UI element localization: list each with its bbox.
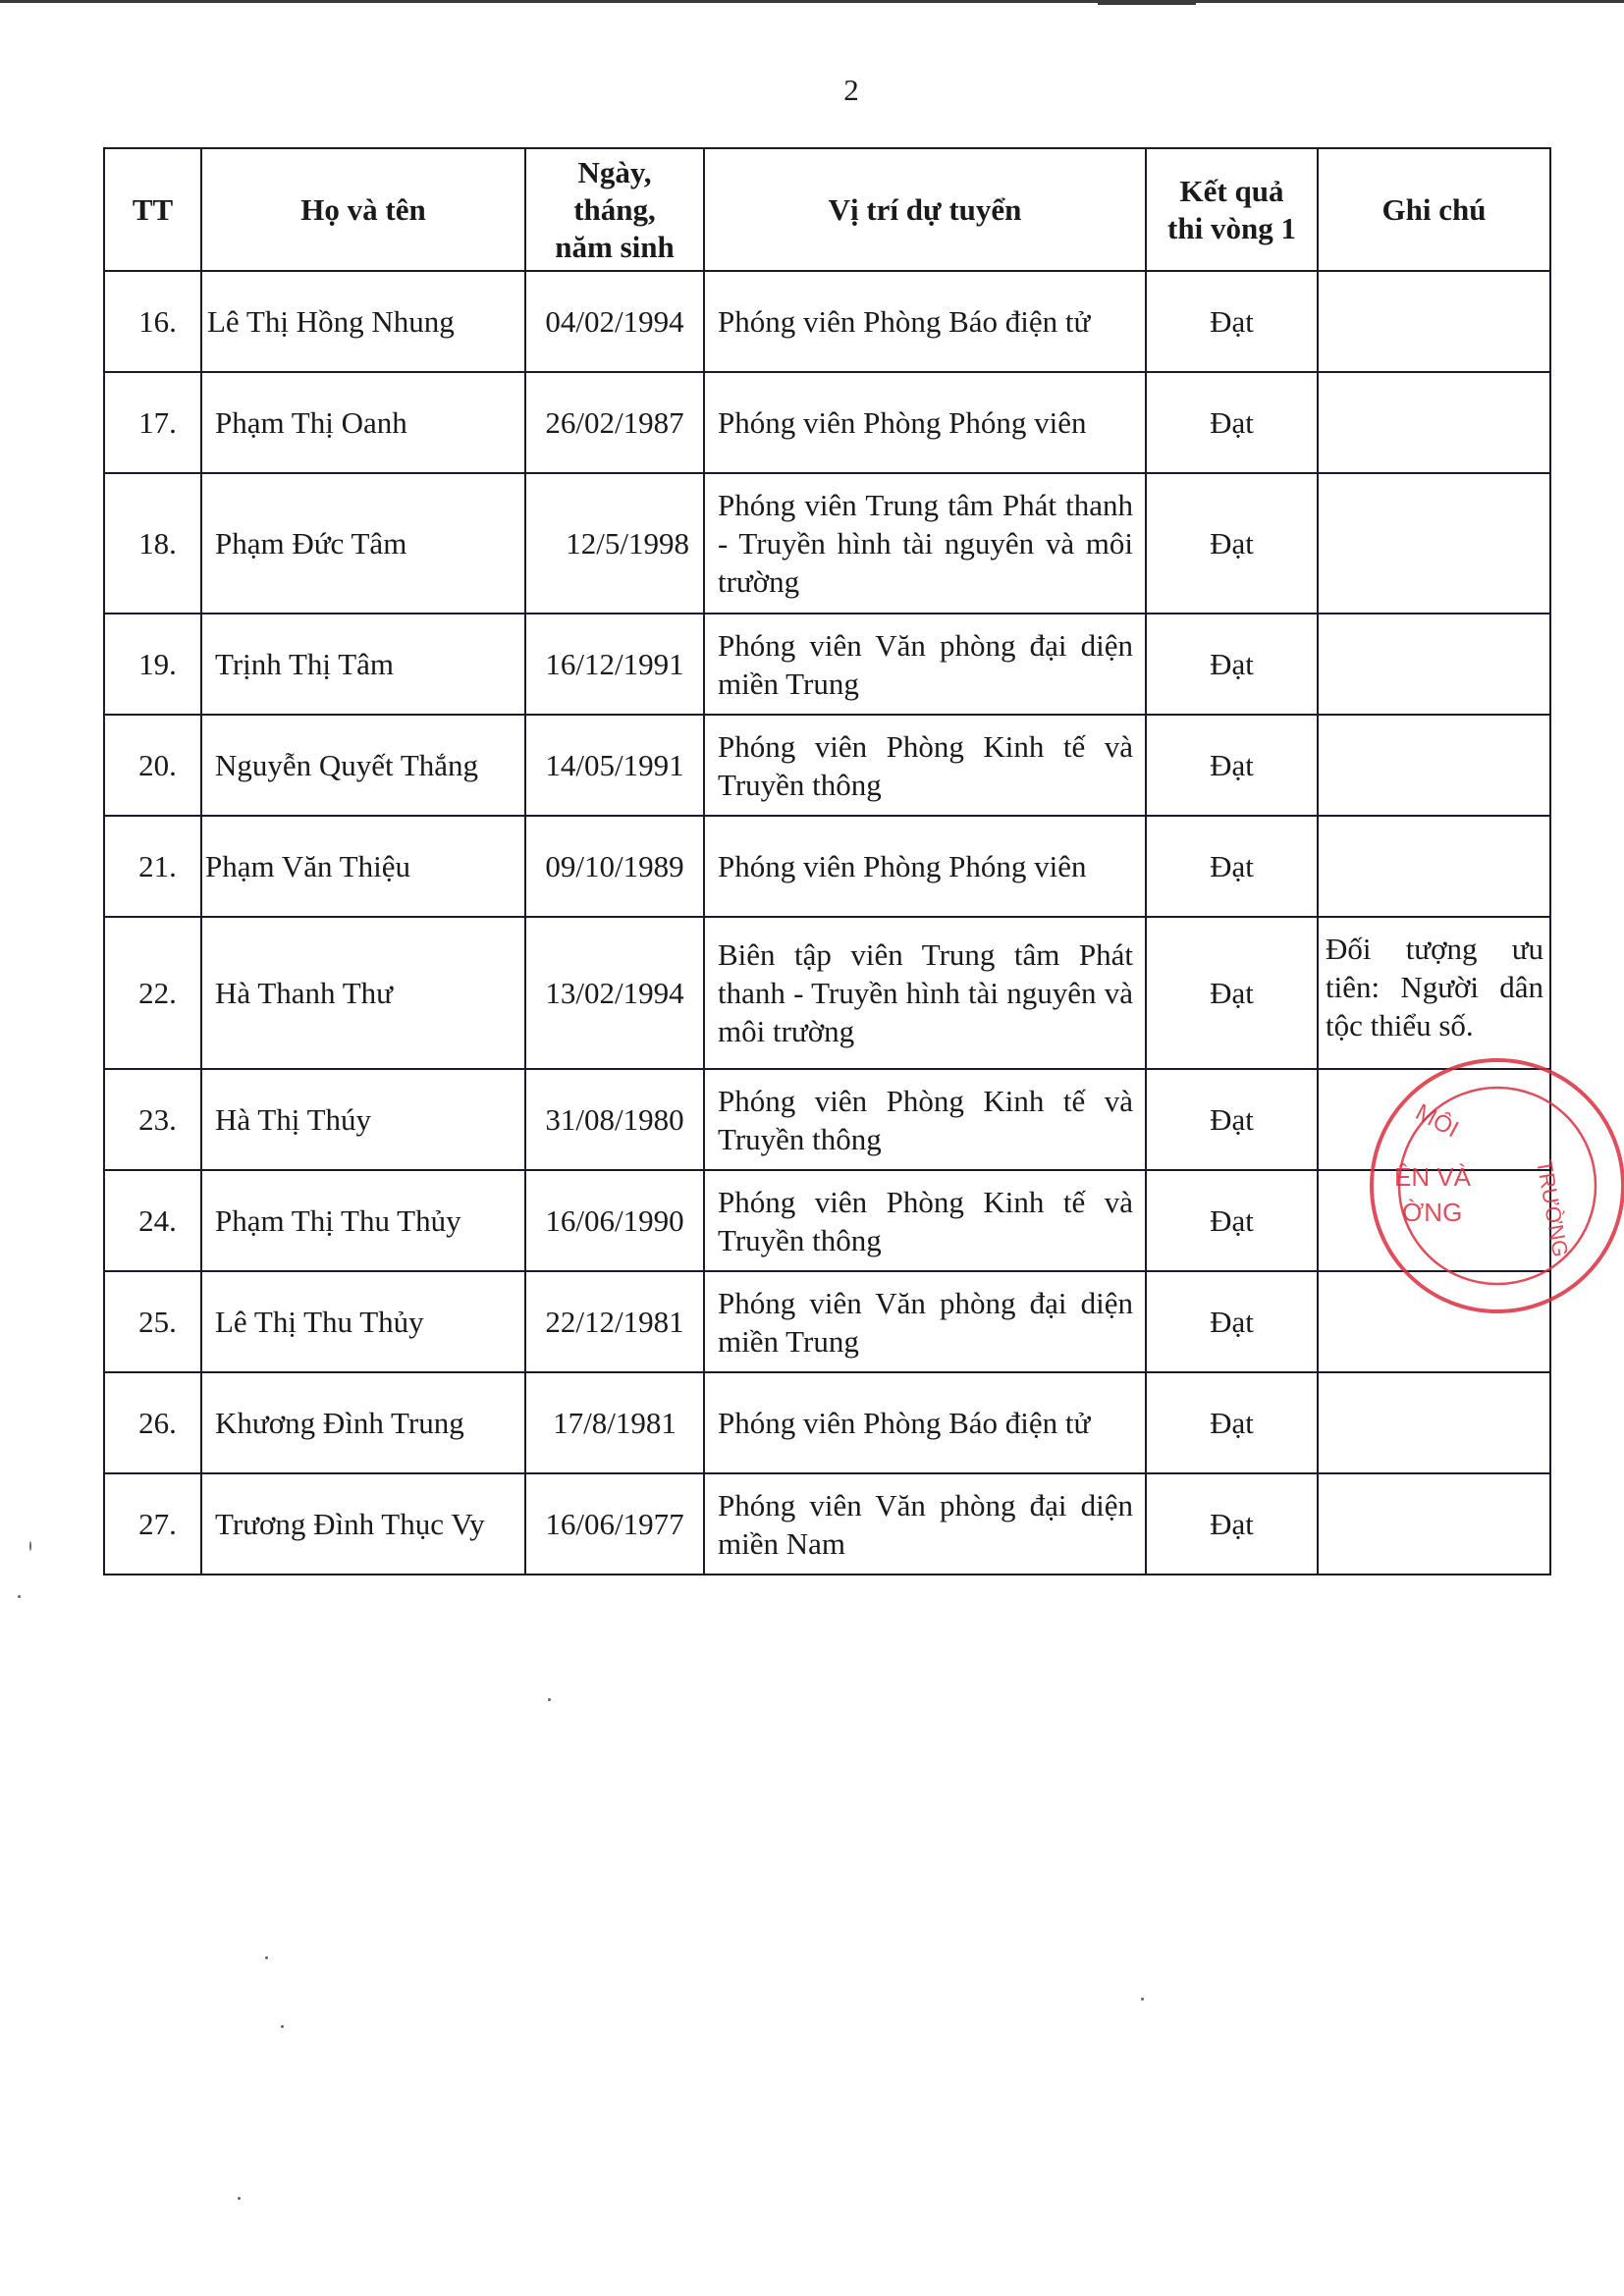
table-row xyxy=(104,715,1550,816)
table-row xyxy=(104,271,1550,372)
scan-speck xyxy=(265,1956,268,1959)
cell-note xyxy=(1318,1069,1550,1170)
table-row xyxy=(104,1473,1550,1575)
cell-tt: 20. xyxy=(104,715,201,816)
cell-result: Đạt xyxy=(1146,1069,1318,1170)
header-tt: TT xyxy=(104,148,201,271)
cell-position: Biên tập viên Trung tâm Phát thanh - Truyền hình tài nguyên và môi trường xyxy=(704,917,1146,1069)
cell-result: Đạt xyxy=(1146,1271,1318,1372)
cell-name: Khương Đình Trung xyxy=(201,1372,525,1473)
seal-text-4: ỜNG xyxy=(1402,1198,1463,1227)
cell-note xyxy=(1318,372,1550,473)
cell-position: Phóng viên Phòng Kinh tế và Truyền thông xyxy=(704,715,1146,816)
page-number: 2 xyxy=(843,73,859,107)
cell-note xyxy=(1318,1271,1550,1372)
cell-dob: 17/8/1981 xyxy=(525,1372,704,1473)
cell-position: Phóng viên Phòng Phóng viên xyxy=(704,372,1146,473)
scan-top-edge xyxy=(0,0,1624,3)
table-row xyxy=(104,917,1550,1069)
cell-note xyxy=(1318,271,1550,372)
cell-name: Hà Thị Thúy xyxy=(201,1069,525,1170)
cell-note: Đối tượng ưu tiên: Người dân tộc thiểu số. xyxy=(1318,917,1550,1069)
cell-result: Đạt xyxy=(1146,1372,1318,1473)
cell-position: Phóng viên Văn phòng đại diện miền Nam xyxy=(704,1473,1146,1575)
cell-name: Trịnh Thị Tâm xyxy=(201,614,525,715)
table-row xyxy=(104,1069,1550,1170)
cell-position: Phóng viên Phòng Báo điện tử xyxy=(704,271,1146,372)
cell-tt: 16. xyxy=(104,271,201,372)
cell-dob: 31/08/1980 xyxy=(525,1069,704,1170)
cell-name: Phạm Đức Tâm xyxy=(201,473,525,614)
cell-tt: 23. xyxy=(104,1069,201,1170)
cell-note xyxy=(1318,1372,1550,1473)
cell-dob: 14/05/1991 xyxy=(525,715,704,816)
cell-name: Phạm Văn Thiệu xyxy=(201,816,525,917)
cell-tt: 26. xyxy=(104,1372,201,1473)
cell-dob: 13/02/1994 xyxy=(525,917,704,1069)
header-name: Họ và tên xyxy=(201,148,525,271)
header-dob: Ngày, tháng, năm sinh xyxy=(525,148,704,271)
cell-dob: 04/02/1994 xyxy=(525,271,704,372)
cell-tt: 17. xyxy=(104,372,201,473)
cell-tt: 25. xyxy=(104,1271,201,1372)
scan-speck xyxy=(1141,1998,1144,2001)
header-result: Kết quả thi vòng 1 xyxy=(1146,148,1318,271)
cell-dob: 09/10/1989 xyxy=(525,816,704,917)
cell-name: Phạm Thị Oanh xyxy=(201,372,525,473)
cell-note xyxy=(1318,1170,1550,1271)
cell-position: Phóng viên Phòng Phóng viên xyxy=(704,816,1146,917)
cell-result: Đạt xyxy=(1146,473,1318,614)
cell-result: Đạt xyxy=(1146,372,1318,473)
cell-position: Phóng viên Trung tâm Phát thanh - Truyền hình tài nguyên và môi trường xyxy=(704,473,1146,614)
cell-dob: 16/12/1991 xyxy=(525,614,704,715)
cell-position: Phóng viên Phòng Kinh tế và Truyền thông xyxy=(704,1069,1146,1170)
cell-position: Phóng viên Văn phòng đại diện miền Trung xyxy=(704,1271,1146,1372)
header-note: Ghi chú xyxy=(1318,148,1550,271)
cell-tt: 22. xyxy=(104,917,201,1069)
cell-result: Đạt xyxy=(1146,715,1318,816)
cell-result: Đạt xyxy=(1146,614,1318,715)
scan-speck xyxy=(548,1698,551,1701)
cell-note xyxy=(1318,816,1550,917)
table-row xyxy=(104,1372,1550,1473)
cell-name: Lê Thị Thu Thủy xyxy=(201,1271,525,1372)
cell-dob: 16/06/1977 xyxy=(525,1473,704,1575)
table-header-row xyxy=(104,148,1550,271)
cell-dob: 26/02/1987 xyxy=(525,372,704,473)
cell-tt: 19. xyxy=(104,614,201,715)
cell-name: Phạm Thị Thu Thủy xyxy=(201,1170,525,1271)
table-row xyxy=(104,372,1550,473)
scan-speck xyxy=(29,1541,31,1551)
cell-note xyxy=(1318,715,1550,816)
scan-speck xyxy=(238,2197,241,2200)
cell-dob: 22/12/1981 xyxy=(525,1271,704,1372)
cell-result: Đạt xyxy=(1146,271,1318,372)
table-row xyxy=(104,1271,1550,1372)
table-row xyxy=(104,816,1550,917)
seal-text-1: MÔI xyxy=(1411,1098,1463,1144)
cell-position: Phóng viên Văn phòng đại diện miền Trung xyxy=(704,614,1146,715)
cell-note xyxy=(1318,614,1550,715)
cell-name: Nguyễn Quyết Thắng xyxy=(201,715,525,816)
header-position: Vị trí dự tuyển xyxy=(704,148,1146,271)
cell-name: Hà Thanh Thư xyxy=(201,917,525,1069)
table-row xyxy=(104,614,1550,715)
cell-name: Trương Đình Thục Vy xyxy=(201,1473,525,1575)
cell-note xyxy=(1318,1473,1550,1575)
cell-result: Đạt xyxy=(1146,1473,1318,1575)
cell-tt: 27. xyxy=(104,1473,201,1575)
cell-tt: 18. xyxy=(104,473,201,614)
cell-tt: 21. xyxy=(104,816,201,917)
cell-dob: 16/06/1990 xyxy=(525,1170,704,1271)
scan-speck xyxy=(281,2025,284,2028)
table-row xyxy=(104,1170,1550,1271)
scan-top-edge-mark xyxy=(1098,0,1196,5)
cell-result: Đạt xyxy=(1146,1170,1318,1271)
cell-result: Đạt xyxy=(1146,917,1318,1069)
cell-dob: 12/5/1998 xyxy=(525,473,704,614)
table-row xyxy=(104,473,1550,614)
cell-position: Phóng viên Phòng Kinh tế và Truyền thông xyxy=(704,1170,1146,1271)
cell-name: Lê Thị Hồng Nhung xyxy=(201,271,525,372)
cell-result: Đạt xyxy=(1146,816,1318,917)
cell-note xyxy=(1318,473,1550,614)
scan-speck xyxy=(18,1595,21,1598)
candidate-results-table xyxy=(103,147,1551,1575)
seal-text-2: TRƯỜNG xyxy=(1532,1157,1574,1259)
seal-text-3: ÊN VÀ xyxy=(1394,1162,1472,1192)
cell-tt: 24. xyxy=(104,1170,201,1271)
cell-position: Phóng viên Phòng Báo điện tử xyxy=(704,1372,1146,1473)
